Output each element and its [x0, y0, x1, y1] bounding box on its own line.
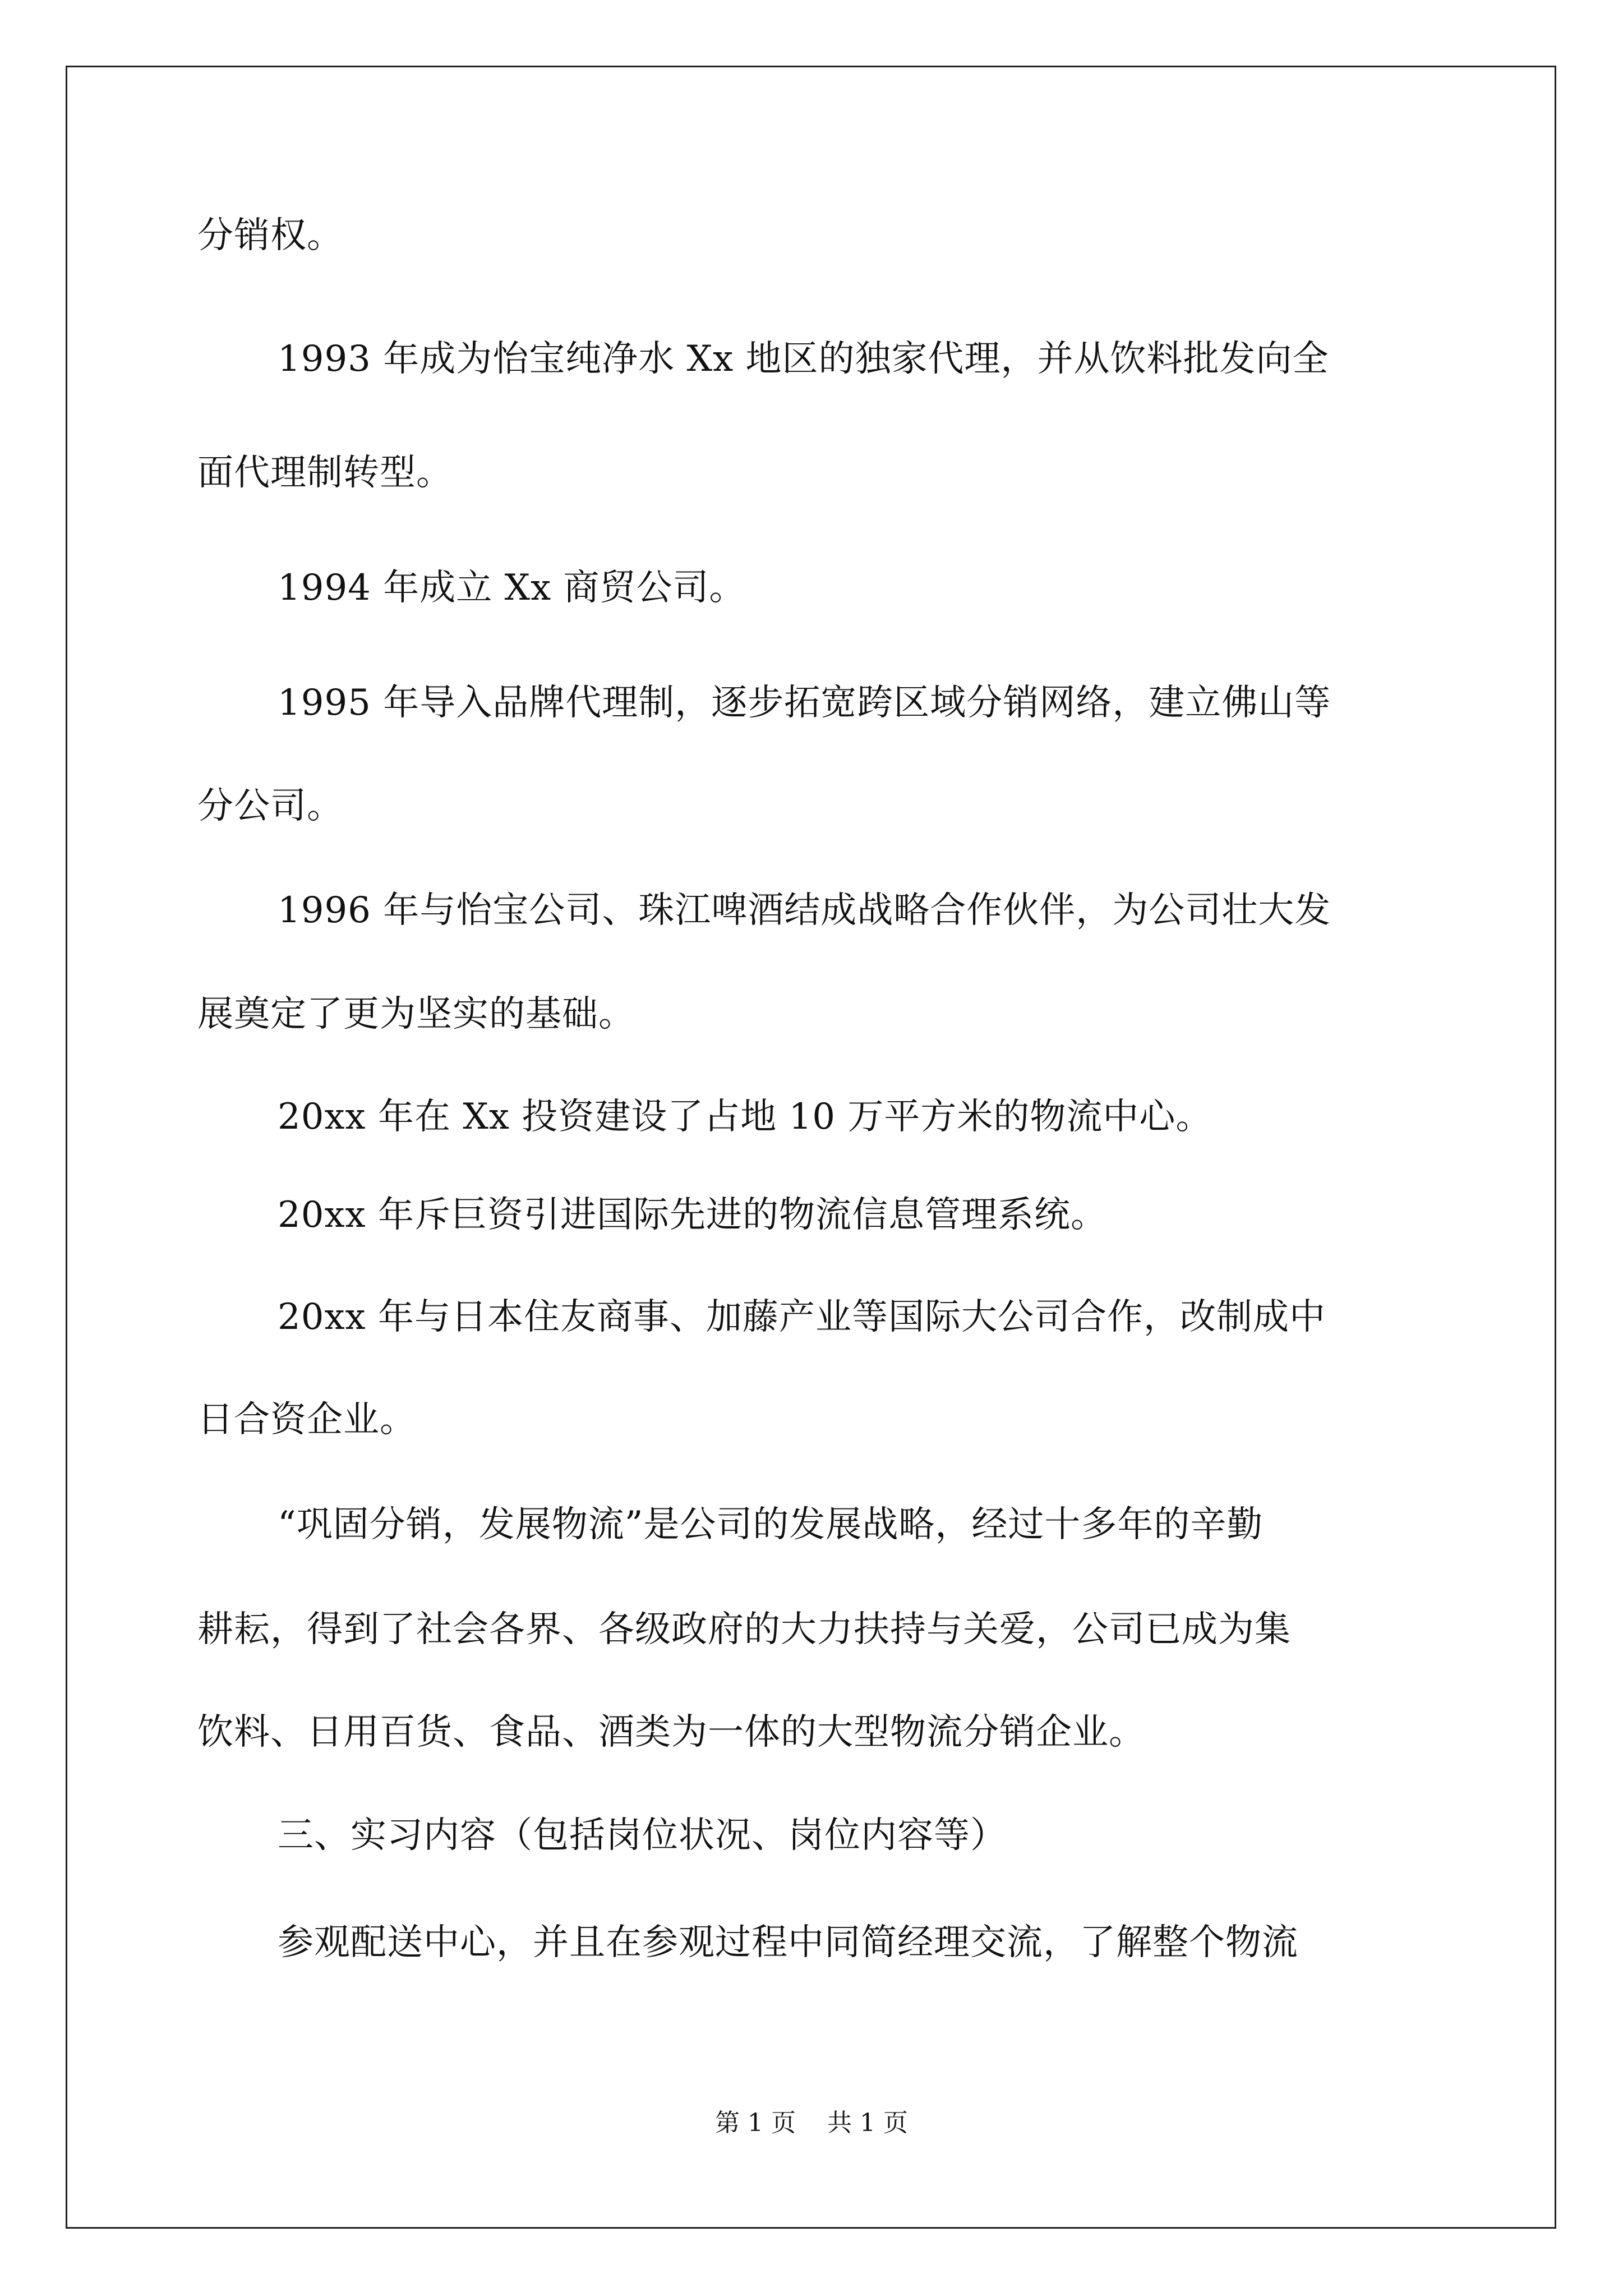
text-line: 面代理制转型。 [197, 452, 453, 494]
text-line: 1994 年成立 Xx 商贸公司。 [278, 567, 746, 609]
section-heading: 三、实习内容（包括岗位状况、岗位内容等） [278, 1815, 1007, 1856]
text-line: 饮料、日用百货、食品、酒类为一体的大型物流分销企业。 [197, 1711, 1145, 1753]
text-line: 1993 年成为怡宝纯净水 Xx 地区的独家代理，并从饮料批发向全 [278, 338, 1329, 380]
text-line: 分公司。 [197, 785, 343, 827]
text-line: 参观配送中心，并且在参观过程中同简经理交流，了解整个物流 [278, 1922, 1298, 1963]
text-line: 1995 年导入品牌代理制，逐步拓宽跨区域分销网络，建立佛山等 [278, 682, 1331, 724]
text-line: 分销权。 [197, 215, 343, 256]
text-line: 日合资企业。 [197, 1399, 416, 1441]
text-line: 耕耘，得到了社会各界、各级政府的大力扶持与关爱，公司已成为集 [197, 1609, 1291, 1650]
text-line: 展奠定了更为坚实的基础。 [197, 993, 635, 1035]
text-line: “巩固分销，发展物流”是公司的发展战略，经过十多年的辛勤 [278, 1504, 1264, 1545]
text-line: 1996 年与怡宝公司、珠江啤酒结成战略合作伙伴，为公司壮大发 [278, 890, 1331, 931]
page-border [66, 66, 1556, 2229]
page-number-footer: 第 1 页 共 1 页 [715, 2109, 908, 2137]
text-line: 20xx 年斥巨资引进国际先进的物流信息管理系统。 [278, 1194, 1107, 1236]
text-line: 20xx 年与日本住友商事、加藤产业等国际大公司合作，改制成中 [278, 1296, 1326, 1338]
text-line: 20xx 年在 Xx 投资建设了占地 10 万平方米的物流中心。 [278, 1096, 1212, 1138]
